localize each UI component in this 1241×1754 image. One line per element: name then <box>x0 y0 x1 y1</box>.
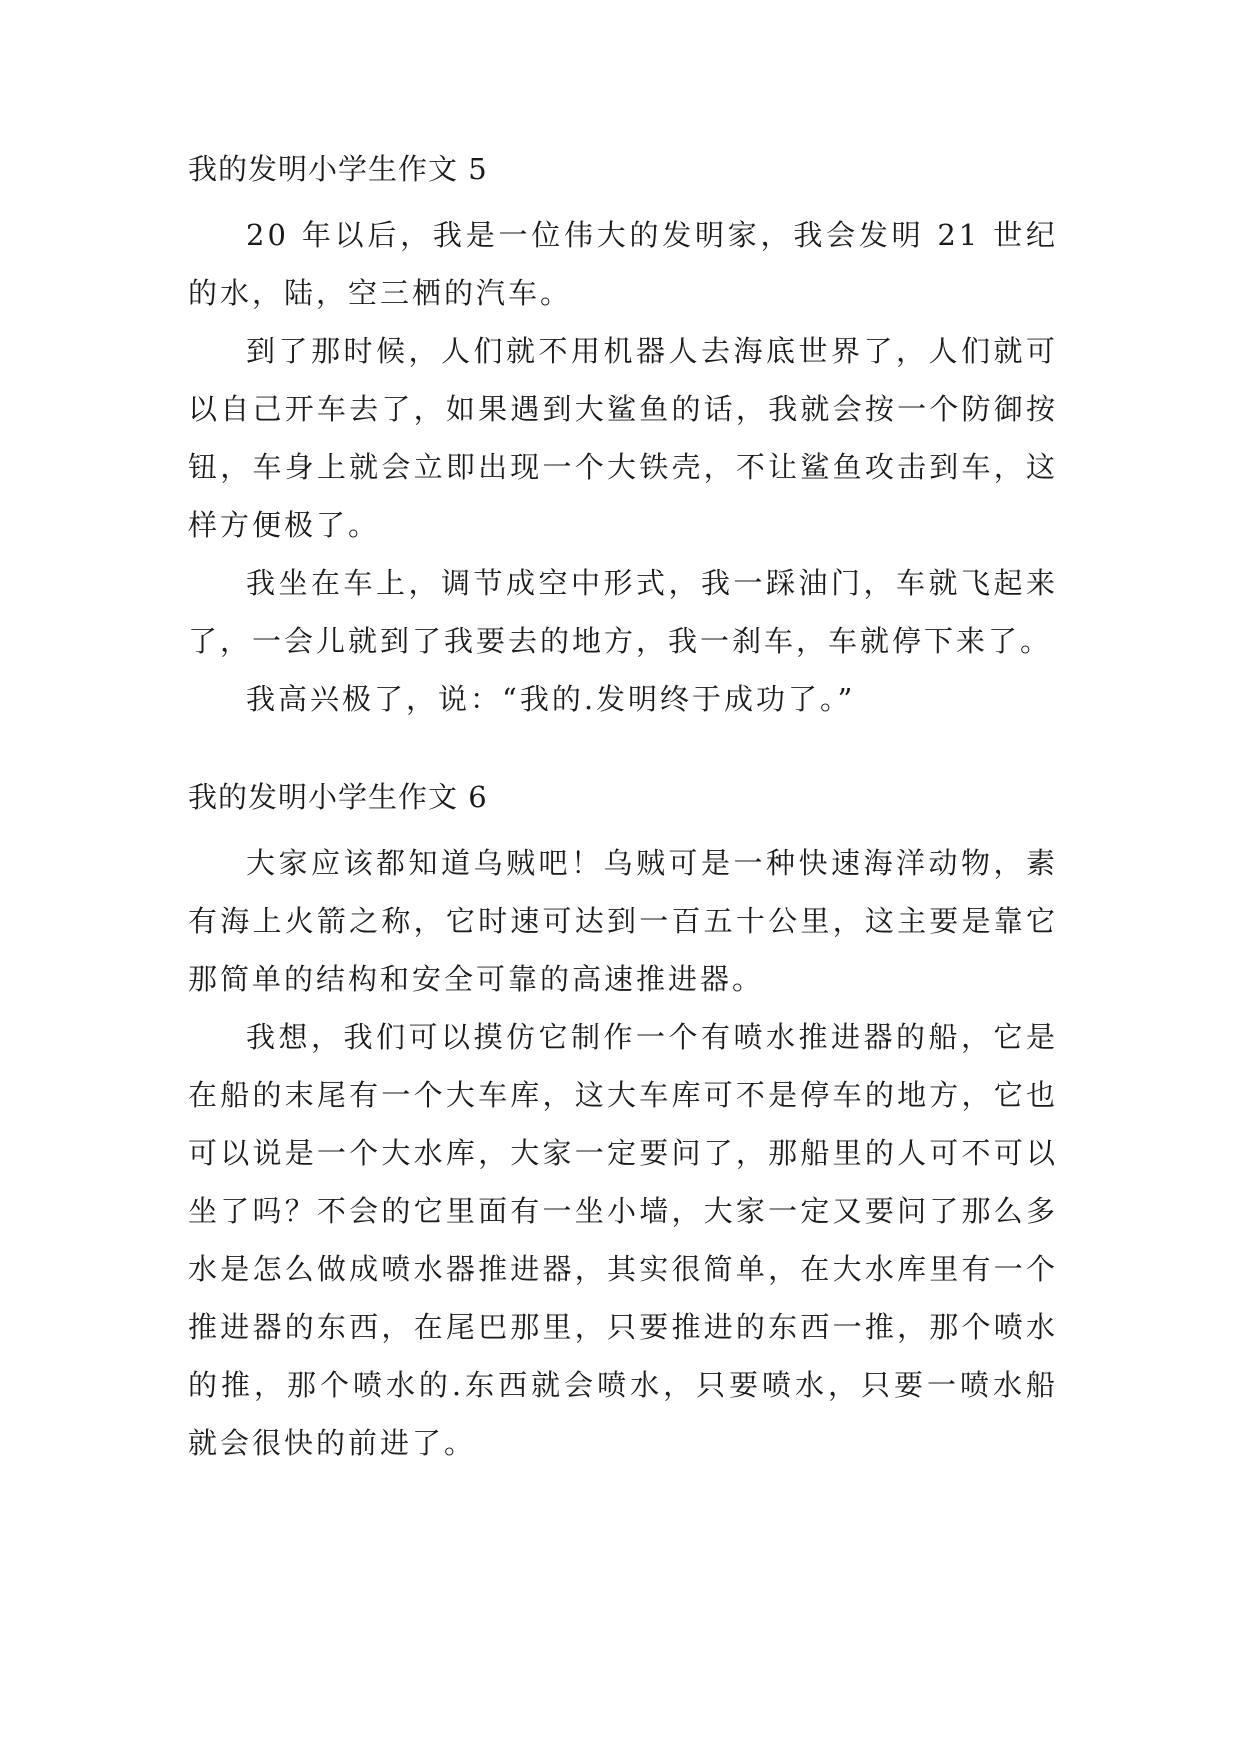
essay-paragraph: 我想，我们可以摸仿它制作一个有喷水推进器的船，它是在船的末尾有一个大车库，这大车库可不是停车的地方，它也可以说是一个大水库，大家一定要问了，那船里的人可不可以坐了吗？不会的它里面有一坐小墙，大家一定又要问了那么多水是怎么做成喷水器推进器，其实很简单，在大水库里有一个推进器的东西，在尾巴那里，只要推进的东西一推，那个喷水的推，那个喷水的.东西就会喷水，只要喷水，只要一喷水船就会很快的前进了。 <box>188 1020 1058 1460</box>
essay-title: 我的发明小学生作文 5 <box>188 152 488 186</box>
essay-title: 我的发明小学生作文 6 <box>188 780 488 814</box>
essay-section-5 <box>188 150 1058 728</box>
essay-section-6 <box>188 778 1058 1472</box>
essay-paragraph: 到了那时候，人们就不用机器人去海底世界了，人们就可以自己开车去了，如果遇到大鲨鱼的话，我就会按一个防御按钮，车身上就会立即出现一个大铁壳，不让鲨鱼攻击到车，这样方便极了。 <box>188 334 1058 542</box>
essay-paragraph: 大家应该都知道乌贼吧！乌贼可是一种快速海洋动物，素有海上火箭之称，它时速可达到一百五十公里，这主要是靠它那简单的结构和安全可靠的高速推进器。 <box>188 846 1058 996</box>
essay-paragraph: 我高兴极了，说：“我的.发明终于成功了。” <box>246 682 856 716</box>
essay-paragraph: 我坐在车上，调节成空中形式，我一踩油门，车就飞起来了，一会儿就到了我要去的地方，我一刹车，车就停下来了。 <box>188 566 1058 658</box>
essay-paragraph: 20 年以后，我是一位伟大的发明家，我会发明 21 世纪的水，陆，空三栖的汽车。 <box>188 218 1058 310</box>
document-page <box>188 150 1058 1472</box>
